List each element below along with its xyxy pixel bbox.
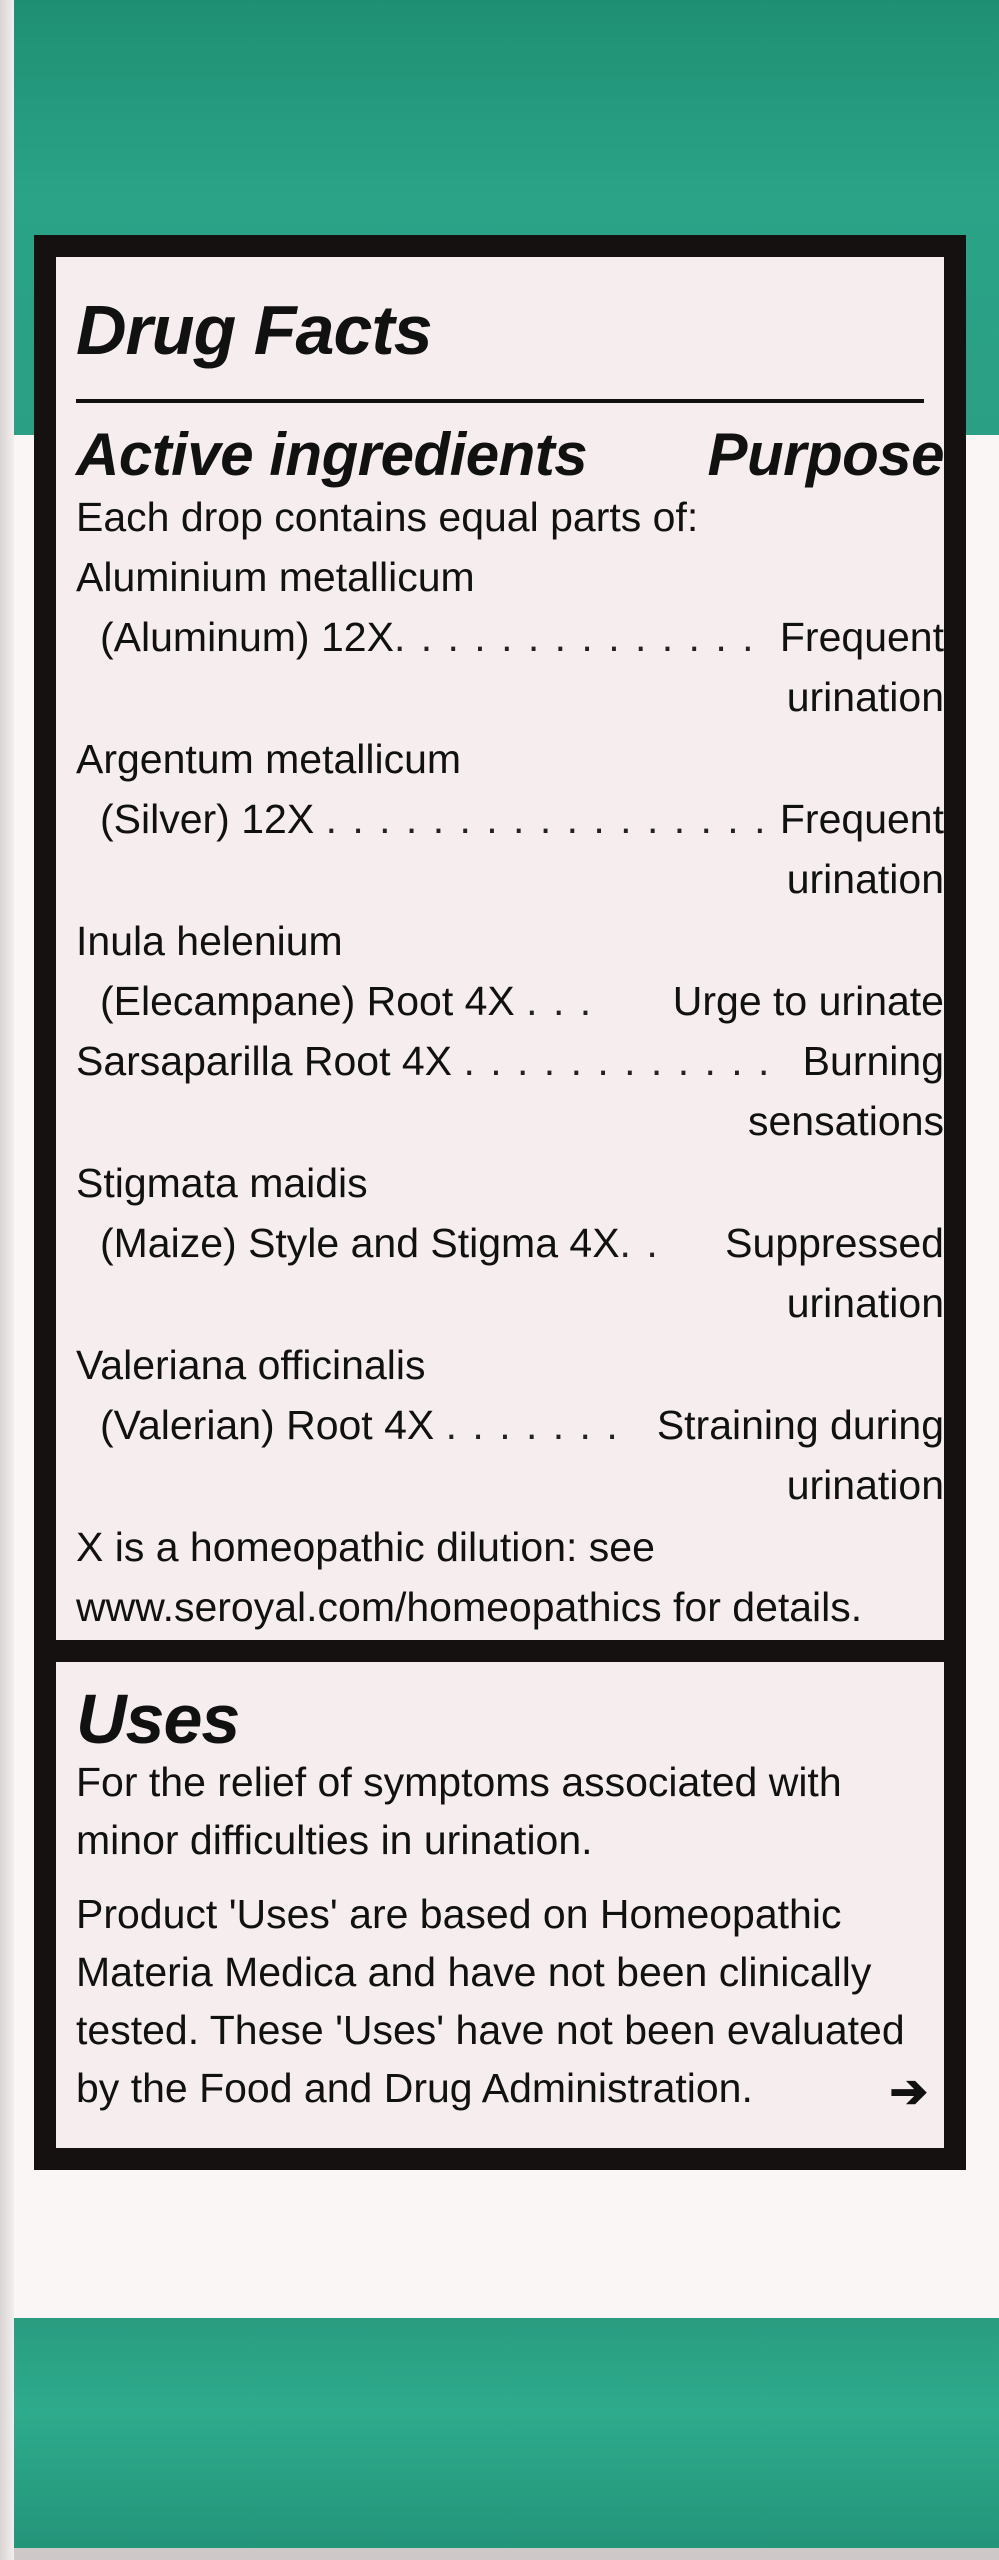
purpose-header: Purpose [707, 421, 944, 488]
ingredient-3-detail: (Elecampane) Root 4X . . . [100, 978, 594, 1024]
uses-title: Uses [76, 1680, 240, 1758]
package-bottom-edge [14, 2548, 999, 2560]
ingredient-6-detail: (Valerian) Root 4X . . . . . . . [100, 1402, 620, 1448]
ingredient-5-name: Stigmata maidis [76, 1160, 368, 1206]
ingredient-1-detail: (Aluminum) 12X. . . . . . . . . . . . . . [100, 614, 756, 660]
ingredient-2-purpose: Frequent [779, 796, 944, 842]
uses-panel-inner [56, 1662, 944, 2148]
active-ingredients-header: Active ingredients [76, 421, 588, 488]
ingredient-5-detail: (Maize) Style and Stigma 4X. . [100, 1220, 660, 1266]
uses-paragraph-2-line-2: Materia Medica and have not been clinically [76, 1949, 872, 1995]
ingredient-6-purpose-cont: urination [786, 1462, 944, 1508]
ingredient-6-name: Valeriana officinalis [76, 1342, 426, 1388]
drug-facts-panel-inner [56, 257, 944, 1640]
intro-text: Each drop contains equal parts of: [76, 494, 699, 540]
uses-paragraph-2-line-4: by the Food and Drug Administration. [76, 2065, 753, 2111]
website-note: www.seroyal.com/homeopathics for details. [76, 1584, 863, 1630]
ingredient-4-name: Sarsaparilla Root 4X . . . . . . . . . . . . [76, 1038, 772, 1084]
ingredient-1-name: Aluminium metallicum [76, 554, 475, 600]
ingredient-2-name: Argentum metallicum [76, 736, 462, 782]
ingredient-4-purpose-cont: sensations [747, 1098, 944, 1144]
drug-facts-title: Drug Facts [76, 291, 432, 369]
ingredient-4-purpose: Burning [802, 1038, 944, 1084]
ingredient-2-detail: (Silver) 12X . . . . . . . . . . . . . . . . . [100, 796, 768, 842]
ingredient-3-purpose: Urge to urinate [672, 978, 944, 1024]
right-arrow-icon: ➔ [889, 2065, 928, 2117]
title-rule [76, 399, 924, 403]
teal-band-bottom [14, 2318, 999, 2550]
ingredient-2-purpose-cont: urination [786, 856, 944, 902]
ingredient-3-name: Inula helenium [76, 918, 343, 964]
uses-panel [34, 1650, 966, 2170]
drug-facts-panel [34, 235, 966, 1650]
ingredient-1-purpose-cont: urination [786, 674, 944, 720]
dilution-note: X is a homeopathic dilution: see [76, 1524, 655, 1570]
uses-paragraph-2-line-1: Product 'Uses' are based on Homeopathic [76, 1891, 842, 1937]
uses-paragraph-1-line-2: minor difficulties in urination. [76, 1817, 593, 1863]
package-left-edge [0, 0, 14, 2560]
ingredient-6-purpose: Straining during [656, 1402, 944, 1448]
ingredient-5-purpose: Suppressed [725, 1220, 944, 1266]
ingredient-1-purpose: Frequent [779, 614, 944, 660]
ingredient-5-purpose-cont: urination [786, 1280, 944, 1326]
uses-paragraph-2-line-3: tested. These 'Uses' have not been evaluated [76, 2007, 905, 2053]
uses-paragraph-1-line-1: For the relief of symptoms associated with [76, 1759, 842, 1805]
